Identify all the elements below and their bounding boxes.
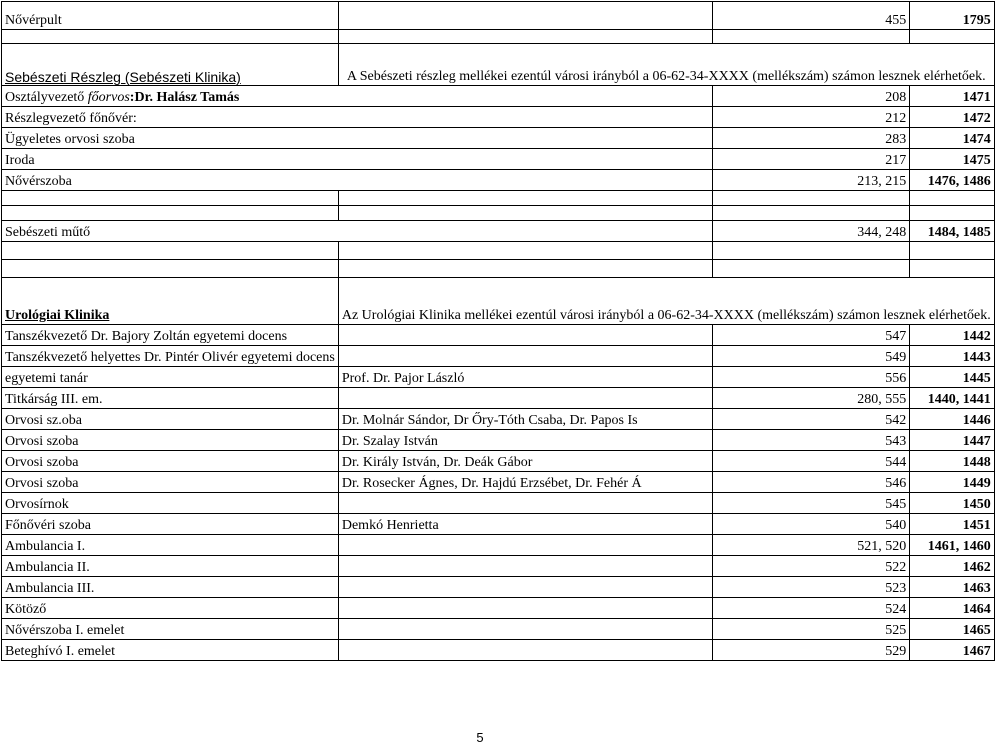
row-label: Ügyeletes orvosi szoba <box>2 128 713 149</box>
table-row <box>2 619 995 640</box>
extension-number: 1446 <box>910 409 994 430</box>
room-number: 540 <box>712 514 910 535</box>
room-number: 529 <box>712 640 910 661</box>
room-number: 217 <box>712 149 910 170</box>
extension-number: 1484, 1485 <box>910 221 994 242</box>
row-label: egyetemi tanár <box>2 367 339 388</box>
table-row <box>2 514 995 535</box>
table-row <box>2 149 995 170</box>
staff-names: Dr. Rosecker Ágnes, Dr. Hajdú Erzsébet, Dr. Fehér Á <box>338 472 712 493</box>
room-number: 280, 555 <box>712 388 910 409</box>
extension-number: 1465 <box>910 619 994 640</box>
row-label: Iroda <box>2 149 713 170</box>
row-label: Orvosi szoba <box>2 451 339 472</box>
row-label: Tanszékvezető Dr. Bajory Zoltán egyetemi docens <box>2 325 339 346</box>
urology-phone-note: Az Urológiai Klinika mellékei ezentúl városi irányból a 06-62-34-XXXX (mellékszám) számon lesznek elérhetőek. <box>338 278 994 325</box>
table-row <box>2 535 995 556</box>
extension-number: 1450 <box>910 493 994 514</box>
staff-names <box>338 346 712 367</box>
extension-number: 1464 <box>910 598 994 619</box>
row-label: Orvosírnok <box>2 493 339 514</box>
row-label: Ambulancia II. <box>2 556 339 577</box>
staff-names <box>338 598 712 619</box>
extension-number: 1472 <box>910 107 994 128</box>
table-row <box>2 346 995 367</box>
table-row <box>2 86 995 107</box>
row-label: Nővérszoba I. emelet <box>2 619 339 640</box>
row-label: Ambulancia III. <box>2 577 339 598</box>
room-number: 455 <box>712 2 910 30</box>
extension-number: 1442 <box>910 325 994 346</box>
row-label: Titkárság III. em. <box>2 388 339 409</box>
row-label: Részlegvezető főnővér: <box>2 107 713 128</box>
row-label: Orvosi szoba <box>2 430 339 451</box>
room-number: 523 <box>712 577 910 598</box>
surgery-department-title: Sebészeti Részleg (Sebészeti Klinika) <box>2 44 339 86</box>
room-number: 549 <box>712 346 910 367</box>
row-label: Kötöző <box>2 598 339 619</box>
table-row <box>2 598 995 619</box>
table-row <box>2 2 995 30</box>
extension-number: 1463 <box>910 577 994 598</box>
row-label: Sebészeti műtő <box>2 221 713 242</box>
nurse-station-label: Nővérpult <box>2 2 339 30</box>
extension-number: 1476, 1486 <box>910 170 994 191</box>
staff-names <box>338 388 712 409</box>
table-row <box>2 107 995 128</box>
extension-number: 1467 <box>910 640 994 661</box>
room-number: 546 <box>712 472 910 493</box>
table-row <box>2 367 995 388</box>
staff-names <box>338 493 712 514</box>
row-label: Tanszékvezető helyettes Dr. Pintér Olivér egyetemi docens <box>2 346 339 367</box>
staff-names <box>338 325 712 346</box>
extension-number: 1462 <box>910 556 994 577</box>
room-number: 544 <box>712 451 910 472</box>
room-number: 525 <box>712 619 910 640</box>
row-label: Nővérszoba <box>2 170 713 191</box>
extension-number: 1449 <box>910 472 994 493</box>
room-number: 524 <box>712 598 910 619</box>
urology-department-title: Urológiai Klinika <box>2 278 339 325</box>
staff-names: Dr. Király István, Dr. Deák Gábor <box>338 451 712 472</box>
table-row <box>2 556 995 577</box>
staff-names <box>338 577 712 598</box>
table-row <box>2 278 995 325</box>
extension-number: 1447 <box>910 430 994 451</box>
staff-names: Dr. Szalay István <box>338 430 712 451</box>
table-row <box>2 640 995 661</box>
extension-number: 1795 <box>910 2 994 30</box>
table-row <box>2 451 995 472</box>
row-label: Orvosi sz.oba <box>2 409 339 430</box>
room-number: 213, 215 <box>712 170 910 191</box>
room-number: 212 <box>712 107 910 128</box>
room-number: 545 <box>712 493 910 514</box>
room-number: 521, 520 <box>712 535 910 556</box>
room-number: 547 <box>712 325 910 346</box>
extension-number: 1448 <box>910 451 994 472</box>
head-of-department: Osztályvezető főorvos:Dr. Halász Tamás <box>2 86 713 107</box>
extension-number: 1445 <box>910 367 994 388</box>
table-row <box>2 409 995 430</box>
staff-names: Prof. Dr. Pajor László <box>338 367 712 388</box>
table-row <box>2 325 995 346</box>
table-row <box>2 472 995 493</box>
extension-number: 1443 <box>910 346 994 367</box>
table-row <box>2 577 995 598</box>
extension-number: 1474 <box>910 128 994 149</box>
room-number: 283 <box>712 128 910 149</box>
staff-names <box>338 556 712 577</box>
extension-number: 1440, 1441 <box>910 388 994 409</box>
row-label: Beteghívó I. emelet <box>2 640 339 661</box>
room-number: 556 <box>712 367 910 388</box>
surgery-phone-note: A Sebészeti részleg mellékei ezentúl városi irányból a 06-62-34-XXXX (mellékszám) számon lesznek elérhetőek. <box>338 44 994 86</box>
table-row <box>2 128 995 149</box>
staff-names <box>338 535 712 556</box>
room-number: 344, 248 <box>712 221 910 242</box>
row-label: Főnővéri szoba <box>2 514 339 535</box>
page-number: 5 <box>476 730 484 745</box>
extension-number: 1475 <box>910 149 994 170</box>
table-row <box>2 388 995 409</box>
table-row <box>2 44 995 86</box>
room-number: 208 <box>712 86 910 107</box>
staff-names: Dr. Molnár Sándor, Dr Őry-Tóth Csaba, Dr. Papos Is <box>338 409 712 430</box>
extension-number: 1451 <box>910 514 994 535</box>
row-label: Orvosi szoba <box>2 472 339 493</box>
extension-number: 1471 <box>910 86 994 107</box>
phone-directory-table <box>1 1 995 661</box>
staff-names <box>338 640 712 661</box>
row-label: Ambulancia I. <box>2 535 339 556</box>
extension-number: 1461, 1460 <box>910 535 994 556</box>
room-number: 542 <box>712 409 910 430</box>
table-row <box>2 493 995 514</box>
staff-names: Demkó Henrietta <box>338 514 712 535</box>
staff-names <box>338 619 712 640</box>
table-row <box>2 170 995 191</box>
room-number: 522 <box>712 556 910 577</box>
table-row <box>2 221 995 242</box>
table-row <box>2 430 995 451</box>
room-number: 543 <box>712 430 910 451</box>
